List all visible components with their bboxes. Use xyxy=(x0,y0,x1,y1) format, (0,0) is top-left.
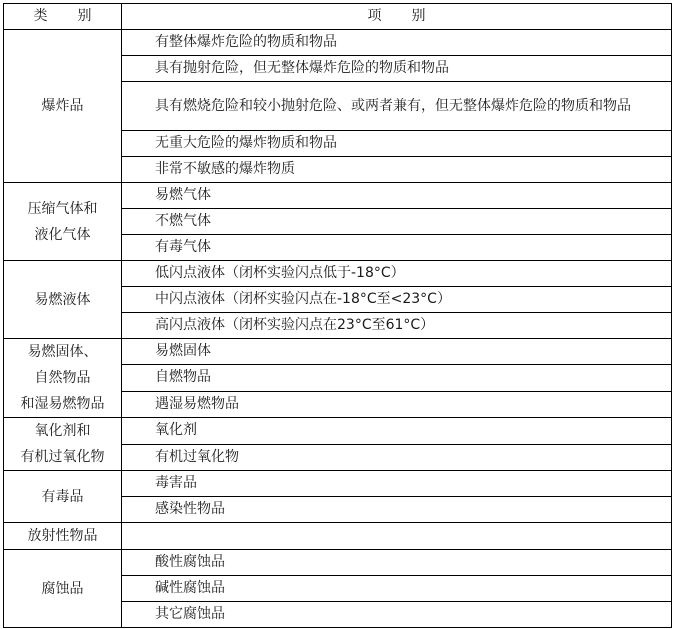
table-row xyxy=(4,523,672,550)
item-cell: 低闪点液体（闭杯实验闪点低于-18°C） xyxy=(122,261,672,287)
header-category-char-2: 别 xyxy=(77,8,92,24)
category-label-line: 和湿易燃物品 xyxy=(20,396,105,412)
category-label-line: 自然物品 xyxy=(34,370,91,386)
category-cell xyxy=(4,418,122,471)
table-row xyxy=(4,471,672,497)
item-cell: 感染性物品 xyxy=(122,497,672,523)
item-cell: 无重大危险的爆炸物质和物品 xyxy=(122,131,672,157)
category-label-line: 有机过氧化物 xyxy=(20,449,105,465)
item-cell xyxy=(122,523,672,550)
header-item xyxy=(122,4,672,30)
item-cell: 氧化剂 xyxy=(122,418,672,445)
category-cell xyxy=(4,550,122,628)
category-cell xyxy=(4,339,122,418)
category-cell xyxy=(4,183,122,261)
item-cell: 遇湿易燃物品 xyxy=(122,391,672,417)
header-item-char-2: 别 xyxy=(411,8,426,24)
header-row xyxy=(4,4,672,30)
category-cell xyxy=(4,471,122,523)
table-row xyxy=(4,550,672,576)
item-cell: 不燃气体 xyxy=(122,209,672,235)
category-label-line: 氧化剂和 xyxy=(34,423,91,439)
item-cell: 毒害品 xyxy=(122,471,672,497)
item-cell: 有整体爆炸危险的物质和物品 xyxy=(122,30,672,56)
item-cell: 易燃气体 xyxy=(122,183,672,209)
category-label-line: 压缩气体和 xyxy=(27,200,98,217)
item-cell: 碱性腐蚀品 xyxy=(122,576,672,602)
table-body xyxy=(4,30,672,628)
category-label-line: 爆炸品 xyxy=(41,98,84,114)
category-cell xyxy=(4,30,122,183)
hazard-classification-table xyxy=(3,3,672,628)
category-cell xyxy=(4,261,122,339)
item-cell: 酸性腐蚀品 xyxy=(122,550,672,576)
item-cell: 中闪点液体（闭杯实验闪点在-18°C至<23°C） xyxy=(122,287,672,313)
category-label-line: 易燃液体 xyxy=(34,291,91,308)
category-label-line: 腐蚀品 xyxy=(41,580,84,597)
item-cell: 自燃物品 xyxy=(122,365,672,391)
header-item-char-1: 项 xyxy=(367,8,382,24)
category-label-line: 易燃固体、 xyxy=(27,344,98,360)
header-category xyxy=(4,4,122,30)
table-row xyxy=(4,183,672,209)
item-cell: 易燃固体 xyxy=(122,339,672,365)
item-cell: 非常不敏感的爆炸物质 xyxy=(122,157,672,183)
category-label-line: 液化气体 xyxy=(34,226,91,243)
category-label-line: 有毒品 xyxy=(41,488,84,505)
table-row xyxy=(4,418,672,445)
table-row xyxy=(4,261,672,287)
item-cell: 具有燃烧危险和较小抛射危险、或两者兼有，但无整体爆炸危险的物质和物品 xyxy=(122,82,672,131)
category-label-line: 放射性物品 xyxy=(27,528,98,544)
table-row xyxy=(4,30,672,56)
item-cell: 有机过氧化物 xyxy=(122,444,672,471)
item-cell: 有毒气体 xyxy=(122,235,672,261)
category-cell xyxy=(4,523,122,550)
table-row xyxy=(4,339,672,365)
item-cell: 其它腐蚀品 xyxy=(122,602,672,628)
item-cell: 具有抛射危险，但无整体爆炸危险的物质和物品 xyxy=(122,56,672,82)
item-cell: 高闪点液体（闭杯实验闪点在23°C至61°C） xyxy=(122,313,672,339)
header-category-char-1: 类 xyxy=(33,8,48,24)
